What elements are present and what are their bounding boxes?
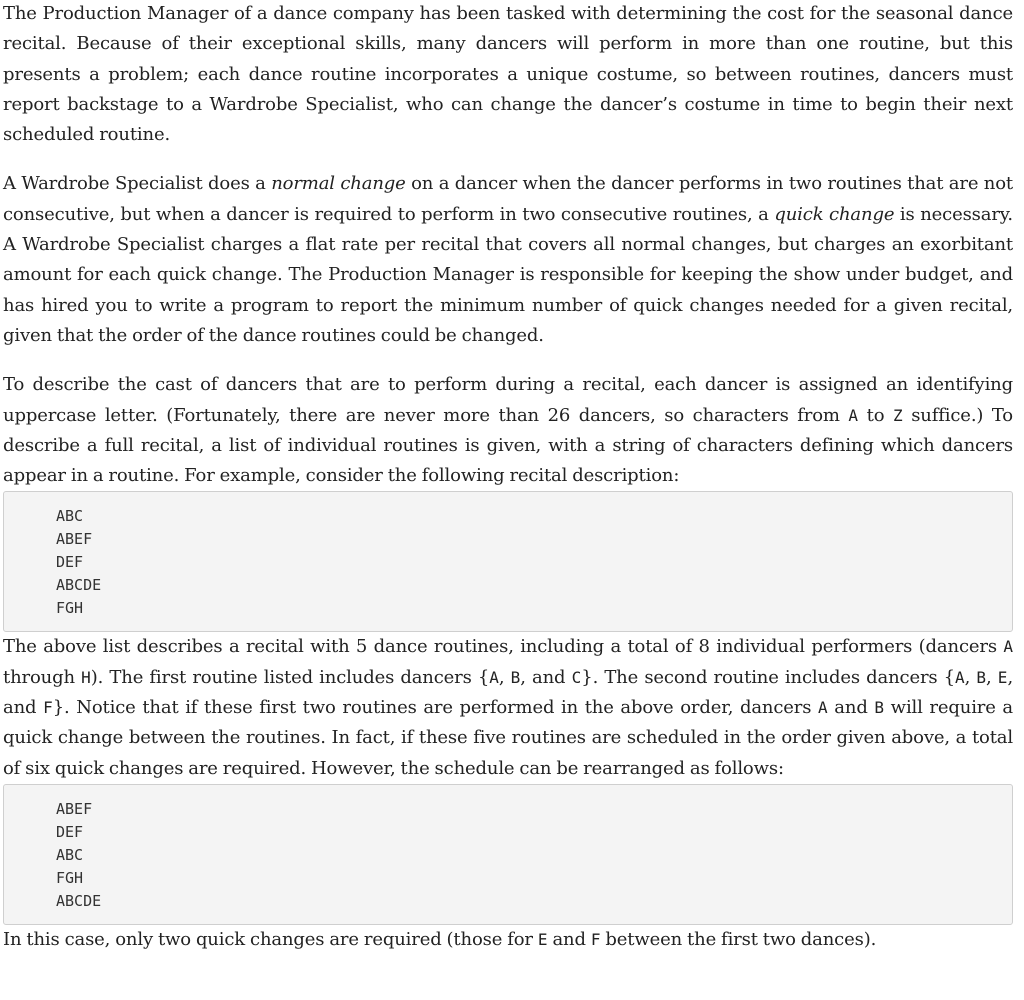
explanation-paragraph: The above list describes a recital with 5 dance routines, including a total of 8 individual performers (dancers A through H). The first routine listed includes dancers {A, B, and C}. The second routine includes dancers {A, B, E, and F}. Notice that if these first two routines are performed in the above order, dancers A and B will require a quick change between the routines. In fact, if these five routines are scheduled in the order given above, a total of six quick changes are required. However, the schedule can be rearranged as follows:: [3, 636, 1014, 779]
routine-line: ABC: [56, 845, 84, 864]
rearranged-recital-block: [3, 784, 1013, 925]
inline-code: B: [510, 667, 521, 687]
inline-code: F: [590, 929, 601, 949]
inline-code: A: [848, 405, 859, 425]
example-recital-block: [3, 491, 1013, 632]
routine-line: ABCDE: [56, 891, 102, 910]
problem-statement: [3, 0, 1013, 955]
intro-paragraph: The Production Manager of a dance company has been tasked with determining the cost for the seasonal dance recital. Because of their exceptional skills, many dancers will perform in more than one routine, but this presents a problem; each dance routine incorporates a unique costume, so between routines, dancers must report backstage to a Wardrobe Specialist, who can change the dancer’s costume in time to begin their next scheduled routine.: [3, 3, 1013, 146]
normal-change-term: normal change: [271, 173, 406, 195]
routine-line: DEF: [56, 822, 84, 841]
routine-line: ABEF: [56, 530, 93, 549]
inline-code: A: [954, 667, 965, 687]
quick-change-paragraph: A Wardrobe Specialist does a normal change on a dancer when the dancer performs in two routines that are not consecutive, but when a dancer is required to perform in two consecutive routines, a quick change is necessary. A Wardrobe Specialist charges a flat rate per recital that covers all normal changes, but charges an exorbitant amount for each quick change. The Production Manager is responsible for keeping the show under budget, and has hired you to write a program to report the minimum number of quick changes needed for a given recital, given that the order of the dance routines could be changed.: [3, 173, 1013, 346]
inline-code: A: [1003, 637, 1013, 657]
routine-line: ABCDE: [56, 576, 102, 595]
inline-code: H: [81, 667, 91, 687]
routine-line: FGH: [56, 868, 84, 887]
inline-code: C: [571, 667, 582, 687]
routine-line: ABC: [56, 507, 84, 526]
inline-code: B: [976, 667, 987, 687]
inline-code: E: [997, 667, 1008, 687]
routine-line: FGH: [56, 599, 84, 618]
inline-code: B: [874, 698, 885, 718]
routine-line: ABEF: [56, 799, 93, 818]
inline-code: E: [537, 929, 548, 949]
inline-code: A: [489, 667, 499, 687]
recital-description-paragraph: To describe the cast of dancers that are to perform during a recital, each dancer is assigned an identifying uppercase letter. (Fortunately, there are never more than 26 dancers, so characters from A to Z suffice.) To describe a full recital, a list of individual routines is given, with a string of characters defining which dancers appear in a routine. For example, consider the following recital description:: [3, 374, 1013, 487]
conclusion-paragraph: In this case, only two quick changes are required (those for E and F between the first two dances).: [3, 928, 877, 950]
inline-code: Z: [893, 405, 903, 425]
inline-code: A: [818, 698, 828, 718]
quick-change-term: quick change: [774, 203, 895, 225]
routine-line: DEF: [56, 553, 84, 572]
inline-code: F: [43, 698, 53, 718]
